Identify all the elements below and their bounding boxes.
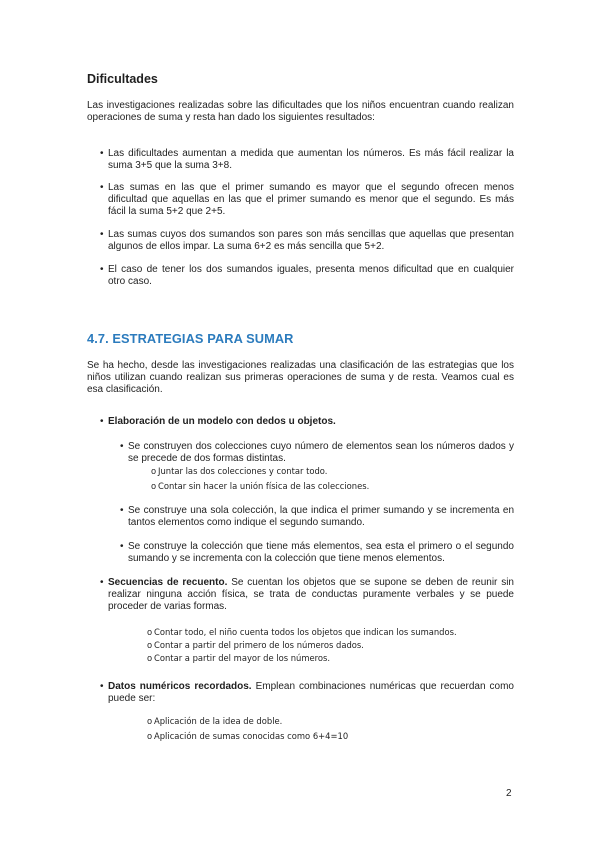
model-item-3 [120,541,514,565]
model-item-text: Se construye una sola colección, la que indica el primer sumando y se incrementa en tantos elementos como indique el segundo sumando. [128,505,514,529]
subitem-text: Aplicación de la idea de doble. [154,716,283,726]
bullet-icon: • [120,441,124,452]
strategy-recalled-text: Emplean combinaciones numéricas que recuerdan como puede ser: [108,681,514,705]
bullet-icon: • [100,148,104,159]
strategy-recalled-body [100,681,514,705]
subitem-text: Contar a partir del mayor de los números. [154,653,331,663]
recalled-subitem-2 [147,730,348,742]
model-item-1 [120,441,514,465]
subitem-text: Contar todo, el niño cuenta todos los objetos que indican los sumandos. [154,627,457,637]
strategies-intro: Se ha hecho, desde las investigaciones realizadas una clasificación de las estrategias que los niños utilizan cuando realizan sus primeras operaciones de suma y de resta. Veamos cual es esa clasificación. [87,360,514,396]
strategy-counting [100,577,514,614]
difficulty-bullet-2 [100,182,514,219]
bullet-icon: • [120,505,124,516]
bullet-icon: • [120,541,124,552]
bullet-icon: • [100,229,104,240]
counting-subitem-2 [147,639,364,651]
section-heading-strategies: 4.7. ESTRATEGIAS PARA SUMAR [87,331,294,346]
page-number: 2 [506,788,512,799]
subitem-text: Aplicación de sumas conocidas como 6+4=10 [154,731,349,741]
subitem-text: Juntar las dos colecciones y contar todo. [158,466,328,476]
counting-subitem-3 [147,652,330,664]
strategy-counting-body [100,577,514,614]
difficulty-bullet-text: Las dificultades aumentan a medida que aumentan los números. Es más fácil realizar la suma 3+5 que la suma 3+8. [108,148,514,172]
difficulties-intro: Las investigaciones realizadas sobre las dificultades que los niños encuentran cuando realizan operaciones de suma y resta han dado los siguientes resultados: [87,100,514,124]
bullet-icon: • [100,577,104,588]
difficulty-bullet-3 [100,229,514,253]
recalled-subitem-1 [147,715,282,727]
subitem-text: Contar a partir del primero de los números dados. [154,640,364,650]
model-subitem-2 [151,480,369,492]
model-item-text: Se construye la colección que tiene más elementos, sea esta el primero o el segundo sumando y se incrementa con la colección que tiene menos elementos. [128,541,514,565]
strategy-model-title: Elaboración de un modelo con dedos u objetos. [108,416,336,427]
bullet-icon: • [100,681,104,692]
circle-bullet-icon: o [147,627,153,637]
bullet-icon: • [100,182,104,193]
strategy-counting-title: Secuencias de recuento. [108,577,228,588]
counting-subitem-1 [147,626,457,638]
model-item-text: Se construyen dos colecciones cuyo número de elementos sean los números dados y se precede de dos formas distintas. [128,441,514,465]
circle-bullet-icon: o [147,640,153,650]
circle-bullet-icon: o [151,466,157,476]
circle-bullet-icon: o [147,731,153,741]
model-item-2 [120,505,514,529]
difficulty-bullet-4 [100,264,514,288]
strategy-counting-text: Se cuentan los objetos que se supone se deben de reunir sin realizar ninguna acción física, se trata de conductas puramente verbales y se puede proceder de varias formas. [108,577,514,613]
strategy-recalled [100,681,514,705]
circle-bullet-icon: o [147,653,153,663]
strategy-recalled-title: Datos numéricos recordados. [108,681,252,692]
difficulty-bullet-text: El caso de tener los dos sumandos iguales, presenta menos dificultad que en cualquier otro caso. [108,264,514,288]
model-subitem-1 [151,465,327,477]
difficulty-bullet-1 [100,148,514,172]
subitem-text: Contar sin hacer la unión física de las colecciones. [158,481,370,491]
difficulty-bullet-text: Las sumas en las que el primer sumando es mayor que el segundo ofrecen menos dificultad que aquellas en las que el primer sumando es menor que el segundo. Es más fácil la suma 5+2 que 2+5. [108,182,514,218]
bullet-icon: • [100,416,104,427]
strategy-model [100,416,514,428]
circle-bullet-icon: o [151,481,157,491]
circle-bullet-icon: o [147,716,153,726]
difficulty-bullet-text: Las sumas cuyos dos sumandos son pares son más sencillas que aquellas que presentan algunos de ellos impar. La suma 6+2 es más sencilla que 5+2. [108,229,514,253]
section-heading-difficulties: Dificultades [87,72,158,86]
bullet-icon: • [100,264,104,275]
